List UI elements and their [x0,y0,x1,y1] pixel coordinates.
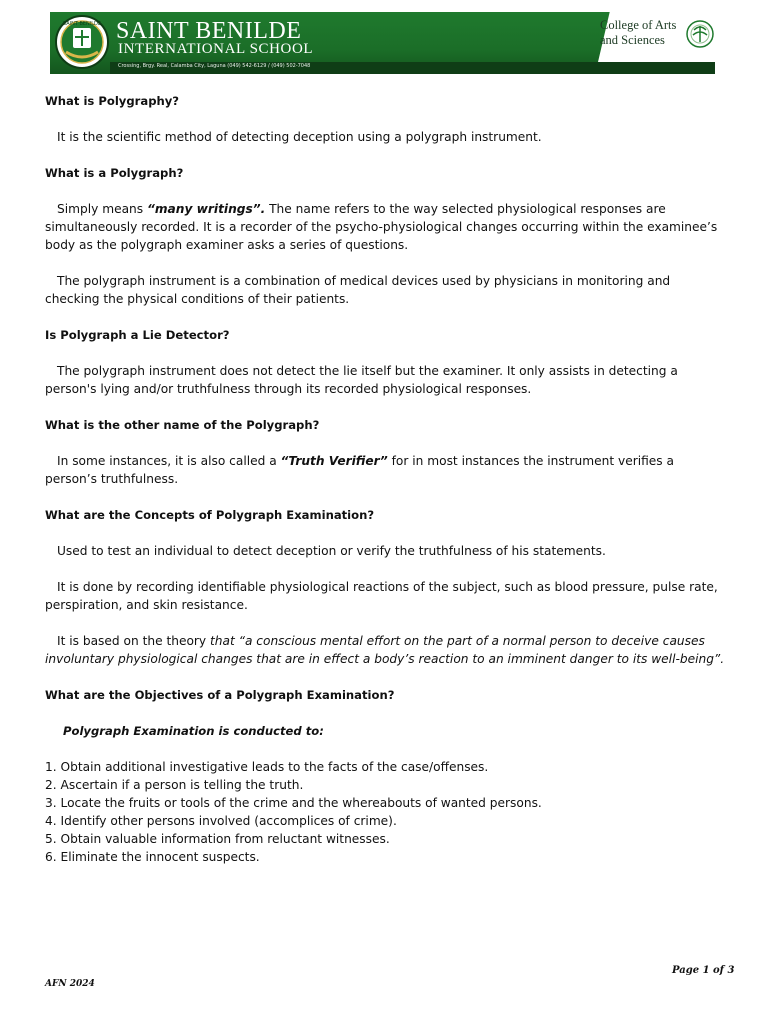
answer-text: It is based on the theory [57,634,211,648]
school-name: SAINT BENILDE [116,18,302,44]
document-body [45,92,725,866]
answer-text: In some instances, it is also called a [57,454,281,468]
heading-other-name: What is the other name of the Polygraph? [45,418,320,432]
list-item: 3. Locate the fruits or tools of the crime and the whereabouts of wanted persons. [45,796,542,810]
answer-lie-detector: The polygraph instrument does not detect the lie itself but the examiner. It only assists in detecting a person's lying and/or truthfulness through its recorded physiological responses. [45,364,678,396]
list-item: 5. Obtain valuable information from reluctant witnesses. [45,832,390,846]
answer-concepts-1: Used to test an individual to detect deception or verify the truthfulness of his statements. [57,544,606,558]
list-item: 6. Eliminate the innocent suspects. [45,850,260,864]
subheading-conducted-to: Polygraph Examination is conducted to: [63,724,324,738]
letterhead [50,12,715,76]
quote-truth-verifier: “Truth Verifier” [280,454,388,468]
quote-theory: that “a conscious mental effort on the part of a normal person to deceive causes involuntary physiological changes that are in effect a body’s reaction to an imminent danger to its well-being”. [45,634,725,666]
footer-code: AFN 2024 [45,979,95,989]
heading-polygraphy: What is Polygraphy? [45,94,180,108]
college-line-1: College of Arts [600,18,677,32]
school-address: Crossing, Brgy. Real, Calamba City, Laguna (049) 542-6129 / (049) 502-7048 [118,63,311,69]
list-item: 2. Ascertain if a person is telling the truth. [45,778,304,792]
answer-text: for in most instances the instrument verifies a person’s truthfulness. [45,454,674,486]
heading-objectives: What are the Objectives of a Polygraph Examination? [45,688,395,702]
page-number: Page 1 of 3 [672,965,735,976]
list-item: 4. Identify other persons involved (accomplices of crime). [45,814,397,828]
answer-concepts-3 [45,632,725,668]
heading-polygraph: What is a Polygraph? [45,166,184,180]
school-seal-icon [54,14,110,70]
school-subtitle: INTERNATIONAL SCHOOL [118,41,314,57]
heading-lie-detector: Is Polygraph a Lie Detector? [45,328,230,342]
heading-concepts: What are the Concepts of Polygraph Examination? [45,508,375,522]
answer-text: The name refers to the way selected physiological responses are simultaneously recorded. It is a recorder of the psycho-physiological changes occurring within the examinee’s body as the polygraph examiner asks a series of questions. [45,202,718,252]
seal-text: SAINT BENILDE [62,21,102,27]
answer-concepts-2: It is done by recording identifiable physiological reactions of the subject, such as blood pressure, pulse rate, perspiration, and skin resistance. [45,580,718,612]
list-item: 1. Obtain additional investigative leads to the facts of the case/offenses. [45,760,489,774]
answer-other-name [45,452,725,488]
college-line-2: and Sciences [600,33,665,47]
answer-text: Simply means [57,202,147,216]
answer-polygraph [45,200,725,254]
objectives-list [45,758,725,866]
answer-polygraph-instrument: The polygraph instrument is a combination of medical devices used by physicians in monitoring and checking the physical conditions of their patients. [45,274,671,306]
quote-many-writings: “many writings”. [147,202,266,216]
answer-polygraphy: It is the scientific method of detecting deception using a polygraph instrument. [57,130,542,144]
college-seal-icon [686,20,714,48]
college-name [600,18,682,48]
